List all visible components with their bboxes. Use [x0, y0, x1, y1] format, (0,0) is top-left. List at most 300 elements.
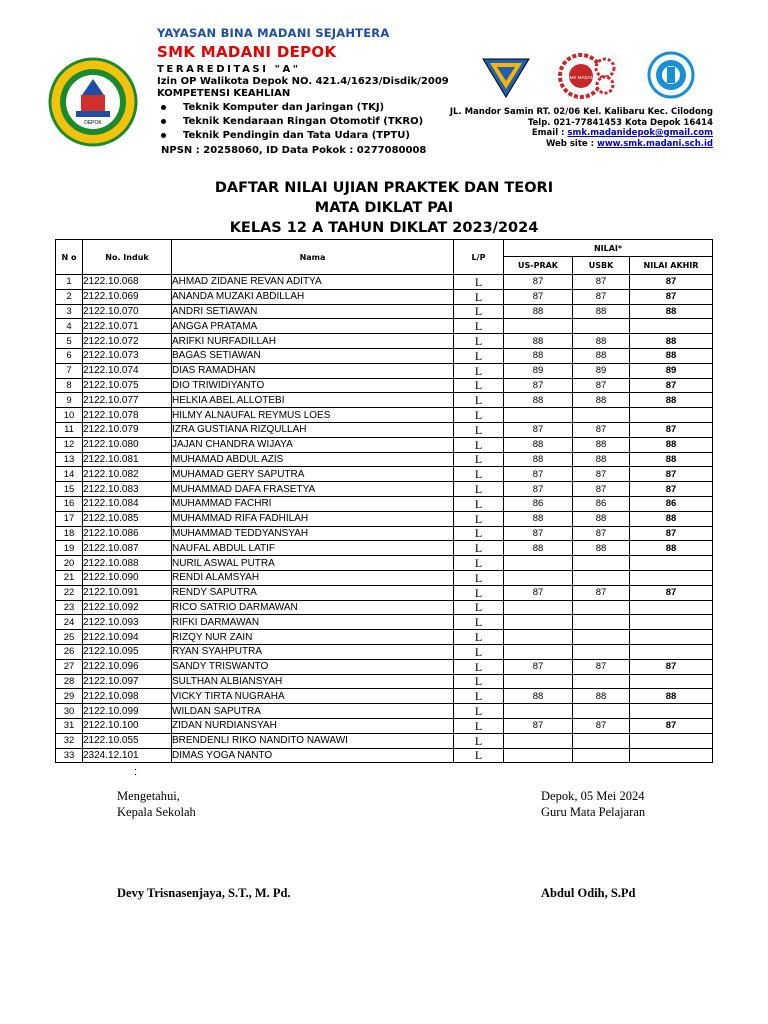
- student-name: HELKIA ABEL ALLOTEBI: [172, 393, 454, 408]
- gender: L: [454, 422, 504, 437]
- table-row: [56, 422, 713, 437]
- final-score: 87: [630, 289, 713, 304]
- student-id: 2122.10.093: [83, 615, 172, 630]
- gender: L: [454, 630, 504, 645]
- student-name: RENDY SAPUTRA: [172, 585, 454, 600]
- usbk-score: [573, 644, 630, 659]
- student-id: 2122.10.087: [83, 541, 172, 556]
- gender: L: [454, 408, 504, 423]
- final-score: 87: [630, 467, 713, 482]
- usbk-score: 87: [573, 482, 630, 497]
- student-id: 2122.10.055: [83, 733, 172, 748]
- gender: L: [454, 615, 504, 630]
- table-row: [56, 348, 713, 363]
- row-number: 3: [56, 304, 83, 319]
- usbk-score: [573, 630, 630, 645]
- student-name: MUHAMAD GERY SAPUTRA: [172, 467, 454, 482]
- foundation-name: YAYASAN BINA MADANI SEJAHTERA: [157, 26, 390, 40]
- final-score: 88: [630, 541, 713, 556]
- usbk-score: [573, 615, 630, 630]
- row-number: 1: [56, 275, 83, 290]
- us-prak-score: 88: [504, 541, 573, 556]
- student-id: 2122.10.082: [83, 467, 172, 482]
- student-id: 2122.10.086: [83, 526, 172, 541]
- student-name: HILMY ALNAUFAL REYMUS LOES: [172, 408, 454, 423]
- student-name: SANDY TRISWANTO: [172, 659, 454, 674]
- stray-colon: :: [134, 766, 138, 778]
- student-id: 2122.10.097: [83, 674, 172, 689]
- row-number: 13: [56, 452, 83, 467]
- us-prak-score: [504, 600, 573, 615]
- student-name: RYAN SYAHPUTRA: [172, 644, 454, 659]
- program-item: Teknik Komputer dan Jaringan (TKJ): [161, 102, 449, 113]
- svg-text:DEPOK: DEPOK: [84, 120, 102, 126]
- student-name: DIAS RAMADHAN: [172, 363, 454, 378]
- title-line-1: DAFTAR NILAI UJIAN PRAKTEK DAN TEORI: [214, 180, 554, 196]
- table-row: [56, 452, 713, 467]
- table-row: [56, 733, 713, 748]
- usbk-score: 89: [573, 363, 630, 378]
- table-row: [56, 378, 713, 393]
- row-number: 29: [56, 689, 83, 704]
- student-id: 2122.10.069: [83, 289, 172, 304]
- usbk-score: 88: [573, 334, 630, 349]
- us-prak-score: 87: [504, 482, 573, 497]
- us-prak-score: 87: [504, 659, 573, 674]
- student-id: 2122.10.098: [83, 689, 172, 704]
- final-score: [630, 630, 713, 645]
- usbk-score: 87: [573, 289, 630, 304]
- gender: L: [454, 275, 504, 290]
- table-row: [56, 704, 713, 719]
- row-number: 14: [56, 467, 83, 482]
- table-row: [56, 334, 713, 349]
- us-prak-score: [504, 644, 573, 659]
- us-prak-score: [504, 748, 573, 763]
- table-row: [56, 659, 713, 674]
- bullet-icon: [161, 133, 166, 138]
- table-row: [56, 585, 713, 600]
- gender: L: [454, 378, 504, 393]
- student-id: 2122.10.068: [83, 275, 172, 290]
- us-prak-score: [504, 408, 573, 423]
- final-score: [630, 615, 713, 630]
- header-usbk: USBK: [573, 257, 630, 275]
- header-lp: L/P: [454, 240, 504, 275]
- usbk-score: 88: [573, 348, 630, 363]
- table-row: [56, 304, 713, 319]
- us-prak-score: 87: [504, 467, 573, 482]
- student-name: MUHAMMAD TEDDYANSYAH: [172, 526, 454, 541]
- usbk-score: 87: [573, 718, 630, 733]
- student-id: 2122.10.084: [83, 496, 172, 511]
- student-name: RIFKI DARMAWAN: [172, 615, 454, 630]
- row-number: 10: [56, 408, 83, 423]
- row-number: 30: [56, 704, 83, 719]
- final-score: [630, 674, 713, 689]
- row-number: 8: [56, 378, 83, 393]
- us-prak-score: [504, 570, 573, 585]
- us-prak-score: 88: [504, 348, 573, 363]
- left-signature-block: [117, 788, 196, 820]
- usbk-score: [573, 600, 630, 615]
- school-header: [157, 26, 449, 156]
- gender: L: [454, 393, 504, 408]
- usbk-score: 87: [573, 378, 630, 393]
- table-row: [56, 275, 713, 290]
- row-number: 20: [56, 556, 83, 571]
- us-prak-score: 87: [504, 585, 573, 600]
- shield-logo-icon: [481, 57, 531, 104]
- us-prak-score: 88: [504, 511, 573, 526]
- us-prak-score: 89: [504, 363, 573, 378]
- usbk-score: [573, 733, 630, 748]
- row-number: 7: [56, 363, 83, 378]
- gender: L: [454, 363, 504, 378]
- student-id: 2122.10.092: [83, 600, 172, 615]
- table-row: [56, 511, 713, 526]
- svg-text:SMK MADANI: SMK MADANI: [566, 75, 596, 80]
- gender: L: [454, 585, 504, 600]
- row-number: 6: [56, 348, 83, 363]
- student-name: DIMAS YOGA NANTO: [172, 748, 454, 763]
- gender: L: [454, 511, 504, 526]
- final-score: 88: [630, 393, 713, 408]
- email-link[interactable]: smk.madanidepok@gmail.com: [567, 128, 713, 138]
- usbk-score: 87: [573, 467, 630, 482]
- gender: L: [454, 304, 504, 319]
- phone-line: Telp. 021-77841453 Kota Depok 16414: [527, 117, 713, 128]
- usbk-score: 87: [573, 422, 630, 437]
- student-name: BRENDENLI RIKO NANDITO NAWAWI: [172, 733, 454, 748]
- student-id: 2122.10.096: [83, 659, 172, 674]
- email-line: Email : smk.madanidepok@gmail.com: [531, 128, 713, 138]
- place-date: Depok, 05 Mei 2024: [541, 789, 645, 803]
- student-name: AHMAD ZIDANE REVAN ADITYA: [172, 275, 454, 290]
- row-number: 21: [56, 570, 83, 585]
- row-number: 33: [56, 748, 83, 763]
- gender: L: [454, 689, 504, 704]
- usbk-score: 88: [573, 452, 630, 467]
- student-name: SULTHAN ALBIANSYAH: [172, 674, 454, 689]
- table-row: [56, 570, 713, 585]
- us-prak-score: 88: [504, 452, 573, 467]
- gender: L: [454, 526, 504, 541]
- teacher-label: Guru Mata Pelajaran: [541, 805, 646, 819]
- student-name: WILDAN SAPUTRA: [172, 704, 454, 719]
- usbk-score: [573, 570, 630, 585]
- us-prak-score: 87: [504, 378, 573, 393]
- gender: L: [454, 541, 504, 556]
- student-id: 2122.10.074: [83, 363, 172, 378]
- gender: L: [454, 289, 504, 304]
- website-line: Web site : www.smk.madani.sch.id: [545, 138, 713, 149]
- us-prak-score: 87: [504, 526, 573, 541]
- us-prak-score: 88: [504, 437, 573, 452]
- table-row: [56, 718, 713, 733]
- usbk-score: 88: [573, 393, 630, 408]
- student-id: 2122.10.099: [83, 704, 172, 719]
- table-row: [56, 600, 713, 615]
- final-score: [630, 748, 713, 763]
- student-name: IZRA GUSTIANA RIZQULLAH: [172, 422, 454, 437]
- row-number: 24: [56, 615, 83, 630]
- student-id: 2122.10.078: [83, 408, 172, 423]
- final-score: [630, 733, 713, 748]
- school-name: SMK MADANI DEPOK: [157, 43, 337, 61]
- gender: L: [454, 334, 504, 349]
- header-induk: No. Induk: [83, 240, 172, 275]
- table-row: [56, 319, 713, 334]
- student-name: ANDRI SETIAWAN: [172, 304, 454, 319]
- us-prak-score: 86: [504, 496, 573, 511]
- permit-number: Izin OP Walikota Depok NO. 421.4/1623/Disdik/2009: [157, 76, 449, 87]
- student-name: ANGGA PRATAMA: [172, 319, 454, 334]
- us-prak-score: 87: [504, 718, 573, 733]
- student-name: MUHAMMAD RIFA FADHILAH: [172, 511, 454, 526]
- program-item: Teknik Pendingin dan Tata Udara (TPTU): [161, 130, 449, 141]
- student-id: 2122.10.085: [83, 511, 172, 526]
- student-id: 2122.10.075: [83, 378, 172, 393]
- acknowledged-label: Mengetahui,: [117, 789, 180, 803]
- table-row: [56, 363, 713, 378]
- table-row: [56, 541, 713, 556]
- final-score: 88: [630, 334, 713, 349]
- row-number: 17: [56, 511, 83, 526]
- gender: L: [454, 644, 504, 659]
- student-name: ZIDAN NURDIANSYAH: [172, 718, 454, 733]
- row-number: 9: [56, 393, 83, 408]
- student-name: JAJAN CHANDRA WIJAYA: [172, 437, 454, 452]
- us-prak-score: [504, 733, 573, 748]
- title-line-2: MATA DIKLAT PAI: [314, 200, 454, 216]
- row-number: 22: [56, 585, 83, 600]
- gender: L: [454, 348, 504, 363]
- certification-logo-icon: [557, 52, 619, 105]
- bullet-icon: [161, 119, 166, 124]
- header-nilai: NILAI*: [504, 240, 713, 257]
- usbk-score: [573, 408, 630, 423]
- accreditation: TERAREDITASI "A": [157, 64, 301, 75]
- final-score: 88: [630, 511, 713, 526]
- us-prak-score: [504, 704, 573, 719]
- student-name: VICKY TIRTA NUGRAHA: [172, 689, 454, 704]
- teacher-name: Abdul Odih, S.Pd: [541, 886, 636, 900]
- gender: L: [454, 437, 504, 452]
- gender: L: [454, 659, 504, 674]
- table-row: [56, 408, 713, 423]
- table-row: [56, 482, 713, 497]
- student-name: MUHAMMAD DAFA FRASETYA: [172, 482, 454, 497]
- gender: L: [454, 733, 504, 748]
- student-id: 2122.10.090: [83, 570, 172, 585]
- gender: L: [454, 496, 504, 511]
- header-usprak: US-PRAK: [504, 257, 573, 275]
- table-row: [56, 496, 713, 511]
- final-score: [630, 600, 713, 615]
- right-signature-block: [541, 788, 645, 820]
- final-score: 87: [630, 659, 713, 674]
- final-score: [630, 570, 713, 585]
- us-prak-score: 88: [504, 304, 573, 319]
- student-id: 2122.10.081: [83, 452, 172, 467]
- gender: L: [454, 556, 504, 571]
- student-name: MUHAMAD ABDUL AZIS: [172, 452, 454, 467]
- grades-table: [55, 239, 713, 763]
- student-name: RENDI ALAMSYAH: [172, 570, 454, 585]
- final-score: 87: [630, 378, 713, 393]
- final-score: 88: [630, 689, 713, 704]
- usbk-score: [573, 704, 630, 719]
- usbk-score: [573, 556, 630, 571]
- table-row: [56, 437, 713, 452]
- gender: L: [454, 748, 504, 763]
- row-number: 12: [56, 437, 83, 452]
- row-number: 26: [56, 644, 83, 659]
- final-score: 87: [630, 526, 713, 541]
- npsn-line: NPSN : 20258060, ID Data Pokok : 0277080008: [161, 145, 427, 156]
- table-row: [56, 689, 713, 704]
- bullet-icon: [161, 105, 166, 110]
- student-name: ARIFKI NURFADILLAH: [172, 334, 454, 349]
- final-score: 87: [630, 275, 713, 290]
- row-number: 4: [56, 319, 83, 334]
- us-prak-score: 88: [504, 393, 573, 408]
- student-id: 2122.10.083: [83, 482, 172, 497]
- usbk-score: 88: [573, 541, 630, 556]
- final-score: 86: [630, 496, 713, 511]
- gender: L: [454, 570, 504, 585]
- us-prak-score: 87: [504, 422, 573, 437]
- row-number: 16: [56, 496, 83, 511]
- row-number: 5: [56, 334, 83, 349]
- final-score: [630, 408, 713, 423]
- student-id: 2122.10.095: [83, 644, 172, 659]
- row-number: 27: [56, 659, 83, 674]
- usbk-score: 88: [573, 304, 630, 319]
- row-number: 31: [56, 718, 83, 733]
- us-prak-score: 87: [504, 275, 573, 290]
- final-score: 87: [630, 585, 713, 600]
- gender: L: [454, 319, 504, 334]
- table-row: [56, 674, 713, 689]
- student-name: DIO TRIWIDIYANTO: [172, 378, 454, 393]
- student-id: 2122.10.071: [83, 319, 172, 334]
- student-name: RIZQY NUR ZAIN: [172, 630, 454, 645]
- website-link[interactable]: www.smk.madani.sch.id: [596, 138, 713, 149]
- us-prak-score: [504, 556, 573, 571]
- table-body: [56, 275, 713, 763]
- usbk-score: 87: [573, 526, 630, 541]
- us-prak-score: [504, 674, 573, 689]
- usbk-score: 87: [573, 659, 630, 674]
- competency-heading: KOMPETENSI KEAHLIAN: [157, 88, 291, 99]
- final-score: 88: [630, 348, 713, 363]
- us-prak-score: 87: [504, 289, 573, 304]
- row-number: 32: [56, 733, 83, 748]
- partner-logo-icon: [646, 51, 696, 104]
- us-prak-score: [504, 630, 573, 645]
- us-prak-score: 88: [504, 689, 573, 704]
- school-address: [450, 107, 713, 149]
- student-id: 2122.10.091: [83, 585, 172, 600]
- usbk-score: 87: [573, 585, 630, 600]
- student-id: 2122.10.070: [83, 304, 172, 319]
- table-row: [56, 467, 713, 482]
- us-prak-score: [504, 615, 573, 630]
- student-id: 2122.10.077: [83, 393, 172, 408]
- header-nama: Nama: [172, 240, 454, 275]
- row-number: 2: [56, 289, 83, 304]
- table-row: [56, 615, 713, 630]
- table-row: [56, 393, 713, 408]
- usbk-score: [573, 319, 630, 334]
- final-score: [630, 704, 713, 719]
- row-number: 18: [56, 526, 83, 541]
- row-number: 23: [56, 600, 83, 615]
- gender: L: [454, 718, 504, 733]
- final-score: 89: [630, 363, 713, 378]
- principal-label: Kepala Sekolah: [117, 805, 196, 819]
- final-score: [630, 319, 713, 334]
- us-prak-score: 88: [504, 334, 573, 349]
- student-name: RICO SATRIO DARMAWAN: [172, 600, 454, 615]
- final-score: 88: [630, 437, 713, 452]
- principal-name: Devy Trisnasenjaya, S.T., M. Pd.: [117, 886, 291, 900]
- usbk-score: 86: [573, 496, 630, 511]
- table-row: [56, 630, 713, 645]
- student-id: 2324.12.101: [83, 748, 172, 763]
- student-id: 2122.10.088: [83, 556, 172, 571]
- student-id: 2122.10.080: [83, 437, 172, 452]
- student-id: 2122.10.072: [83, 334, 172, 349]
- usbk-score: 87: [573, 275, 630, 290]
- address-line: JL. Mandor Samin RT. 02/06 Kel. Kalibaru Kec. Cilodong: [449, 107, 713, 117]
- row-number: 25: [56, 630, 83, 645]
- final-score: 88: [630, 304, 713, 319]
- gender: L: [454, 600, 504, 615]
- gender: L: [454, 482, 504, 497]
- final-score: [630, 644, 713, 659]
- student-id: 2122.10.094: [83, 630, 172, 645]
- student-id: 2122.10.073: [83, 348, 172, 363]
- row-number: 15: [56, 482, 83, 497]
- table-row: [56, 289, 713, 304]
- header-no: N o: [56, 240, 83, 275]
- student-name: NAUFAL ABDUL LATIF: [172, 541, 454, 556]
- student-id: 2122.10.079: [83, 422, 172, 437]
- document-title: [0, 178, 768, 238]
- gender: L: [454, 704, 504, 719]
- student-name: MUHAMMAD FACHRI: [172, 496, 454, 511]
- student-name: BAGAS SETIAWAN: [172, 348, 454, 363]
- title-line-3: KELAS 12 A TAHUN DIKLAT 2023/2024: [229, 220, 539, 236]
- usbk-score: 88: [573, 437, 630, 452]
- final-score: 87: [630, 718, 713, 733]
- gender: L: [454, 674, 504, 689]
- final-score: 87: [630, 482, 713, 497]
- table-row: [56, 556, 713, 571]
- usbk-score: [573, 748, 630, 763]
- row-number: 19: [56, 541, 83, 556]
- table-row: [56, 748, 713, 763]
- row-number: 11: [56, 422, 83, 437]
- usbk-score: 88: [573, 511, 630, 526]
- usbk-score: 88: [573, 689, 630, 704]
- student-name: NURIL ASWAL PUTRA: [172, 556, 454, 571]
- school-emblem: [48, 57, 138, 147]
- student-id: 2122.10.100: [83, 718, 172, 733]
